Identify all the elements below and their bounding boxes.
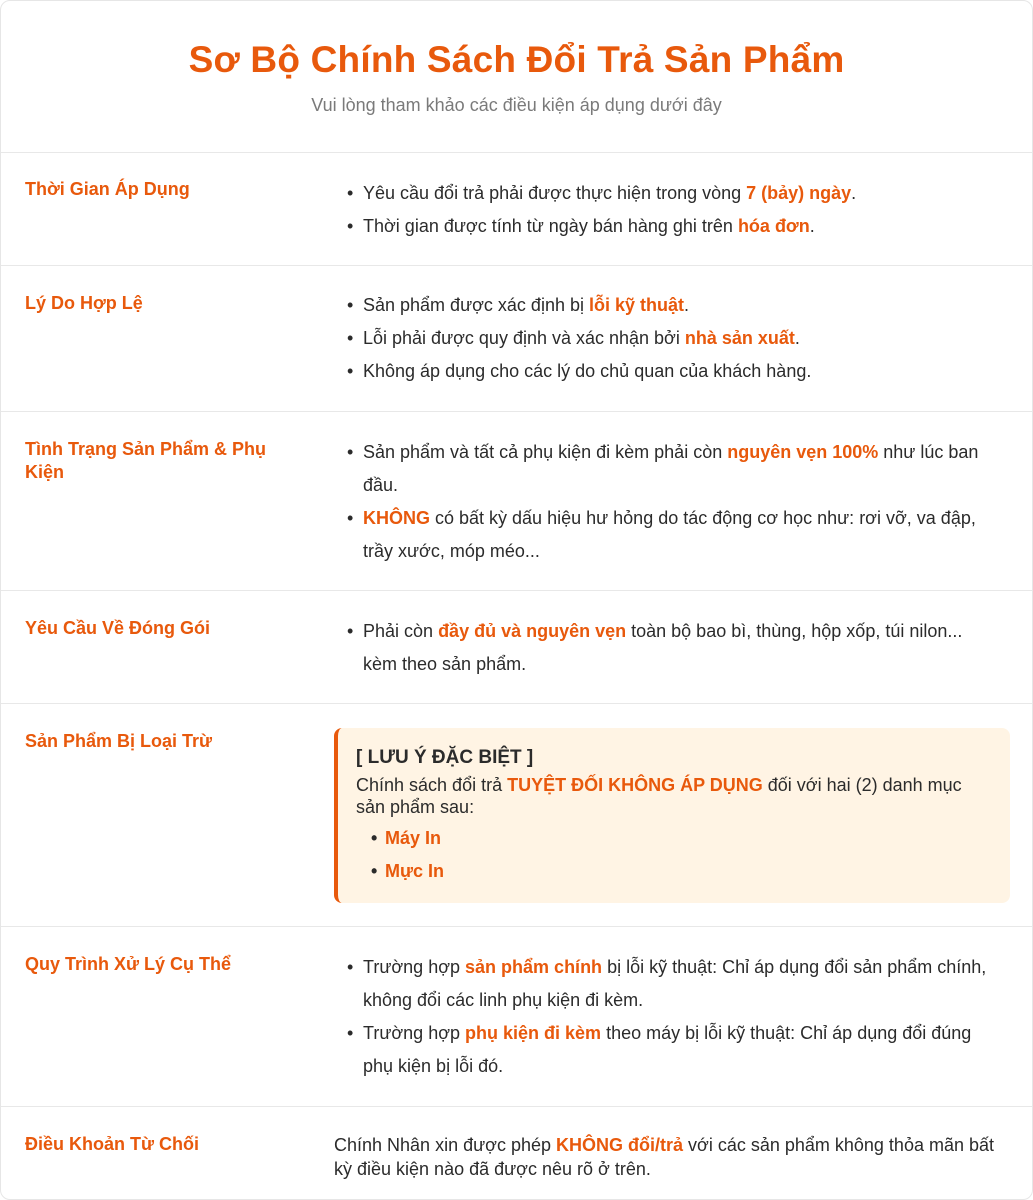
section-label: Thời Gian Áp Dụng: [25, 179, 190, 199]
list-item: [347, 951, 997, 1017]
list-item: [347, 177, 997, 210]
section-packaging: [1, 591, 1032, 704]
item-highlight: 7 (bảy) ngày: [746, 183, 852, 203]
refusal-text: [334, 1133, 1004, 1181]
section-reason: [1, 266, 1032, 412]
page-subtitle: Vui lòng tham khảo các điều kiện áp dụng dưới đây: [311, 95, 722, 115]
item-highlight: lỗi kỹ thuật: [588, 295, 684, 315]
item-text: bị lỗi kỹ thuật: Chỉ áp dụng đổi sản phẩm chính, không đổi các linh phụ kiện đi kèm.: [363, 957, 987, 1010]
item-text: Trường hợp: [363, 957, 466, 977]
item-text: như lúc ban đầu.: [363, 442, 979, 495]
section-label: Yêu Cầu Về Đóng Gói: [25, 618, 211, 638]
item-text: Lỗi phải được quy định và xác nhận bởi: [363, 328, 685, 348]
section-content: [347, 289, 997, 388]
item-text: Yêu cầu đổi trả phải được thực hiện trong vòng: [363, 183, 747, 203]
item-text: có bất kỳ dấu hiệu hư hỏng do tác động cơ học như: rơi vỡ, va đập, trầy xước, móp méo...: [363, 508, 976, 561]
item-highlight: sản phẩm chính: [465, 957, 603, 977]
section-excluded: [1, 704, 1032, 927]
excluded-product: • Mực In: [371, 855, 990, 888]
list-item: [347, 355, 997, 388]
note-highlight: TUYỆT ĐỐI KHÔNG ÁP DỤNG: [507, 775, 763, 795]
refusal-highlight: KHÔNG đổi/trả: [556, 1135, 684, 1155]
item-text: Sản phẩm và tất cả phụ kiện đi kèm phải còn: [363, 442, 728, 462]
list-item: [347, 322, 997, 355]
list-item: [347, 289, 997, 322]
refusal-text-post: với các sản phẩm không thỏa mãn bất kỳ điều kiện nào đã được nêu rõ ở trên.: [334, 1135, 994, 1179]
section-process: [1, 927, 1032, 1107]
special-note-box: [334, 728, 1010, 903]
section-label: Tình Trạng Sản Phẩm & Phụ Kiện: [25, 439, 267, 482]
item-text: .: [809, 216, 815, 236]
note-text-post: đối với hai (2) danh mục sản phẩm sau:: [356, 775, 962, 817]
item-highlight: nhà sản xuất: [684, 328, 795, 348]
section-time: [1, 153, 1032, 266]
list-item: [347, 502, 997, 568]
page-title: Sơ Bộ Chính Sách Đổi Trả Sản Phẩm: [188, 39, 845, 80]
note-text-pre: Chính sách đổi trả: [356, 775, 508, 795]
item-text: Phải còn: [363, 621, 439, 641]
item-text: toàn bộ bao bì, thùng, hộp xốp, túi nilon... kèm theo sản phẩm.: [363, 621, 963, 674]
note-text: [356, 774, 990, 818]
item-text: .: [851, 183, 857, 203]
section-refusal: [1, 1107, 1032, 1200]
item-text: Thời gian được tính từ ngày bán hàng ghi trên: [363, 216, 738, 236]
note-title: [ LƯU Ý ĐẶC BIỆT ]: [356, 747, 534, 768]
item-text: .: [794, 328, 800, 348]
list-item: [347, 210, 997, 243]
section-label: Quy Trình Xử Lý Cụ Thể: [25, 954, 232, 974]
item-text: Trường hợp: [363, 1023, 466, 1043]
list-item: [347, 1017, 997, 1083]
section-label: Sản Phẩm Bị Loại Trừ: [25, 731, 213, 751]
section-content: [347, 436, 997, 568]
list-item: [347, 615, 997, 681]
list-item: [347, 436, 997, 502]
section-content: [347, 615, 997, 681]
item-text: theo máy bị lỗi kỹ thuật: Chỉ áp dụng đổi đúng phụ kiện bị lỗi đó.: [363, 1023, 972, 1076]
policy-header: [1, 1, 1032, 153]
item-highlight: nguyên vẹn 100%: [727, 442, 879, 462]
item-highlight: đầy đủ và nguyên vẹn: [438, 621, 627, 641]
item-highlight: KHÔNG: [363, 508, 430, 528]
section-label: Điều Khoản Từ Chối: [25, 1134, 200, 1154]
section-condition: [1, 412, 1032, 591]
item-text: Không áp dụng cho các lý do chủ quan của khách hàng.: [363, 361, 812, 381]
item-text: Sản phẩm được xác định bị: [363, 295, 589, 315]
item-highlight: phụ kiện đi kèm: [465, 1023, 602, 1043]
section-label: Lý Do Hợp Lệ: [25, 293, 143, 313]
section-content: [347, 177, 997, 243]
item-highlight: hóa đơn: [737, 216, 810, 236]
refusal-text-pre: Chính Nhân xin được phép: [334, 1135, 556, 1155]
excluded-product: • Máy In: [371, 822, 990, 855]
item-text: .: [684, 295, 690, 315]
section-content: [347, 951, 997, 1083]
